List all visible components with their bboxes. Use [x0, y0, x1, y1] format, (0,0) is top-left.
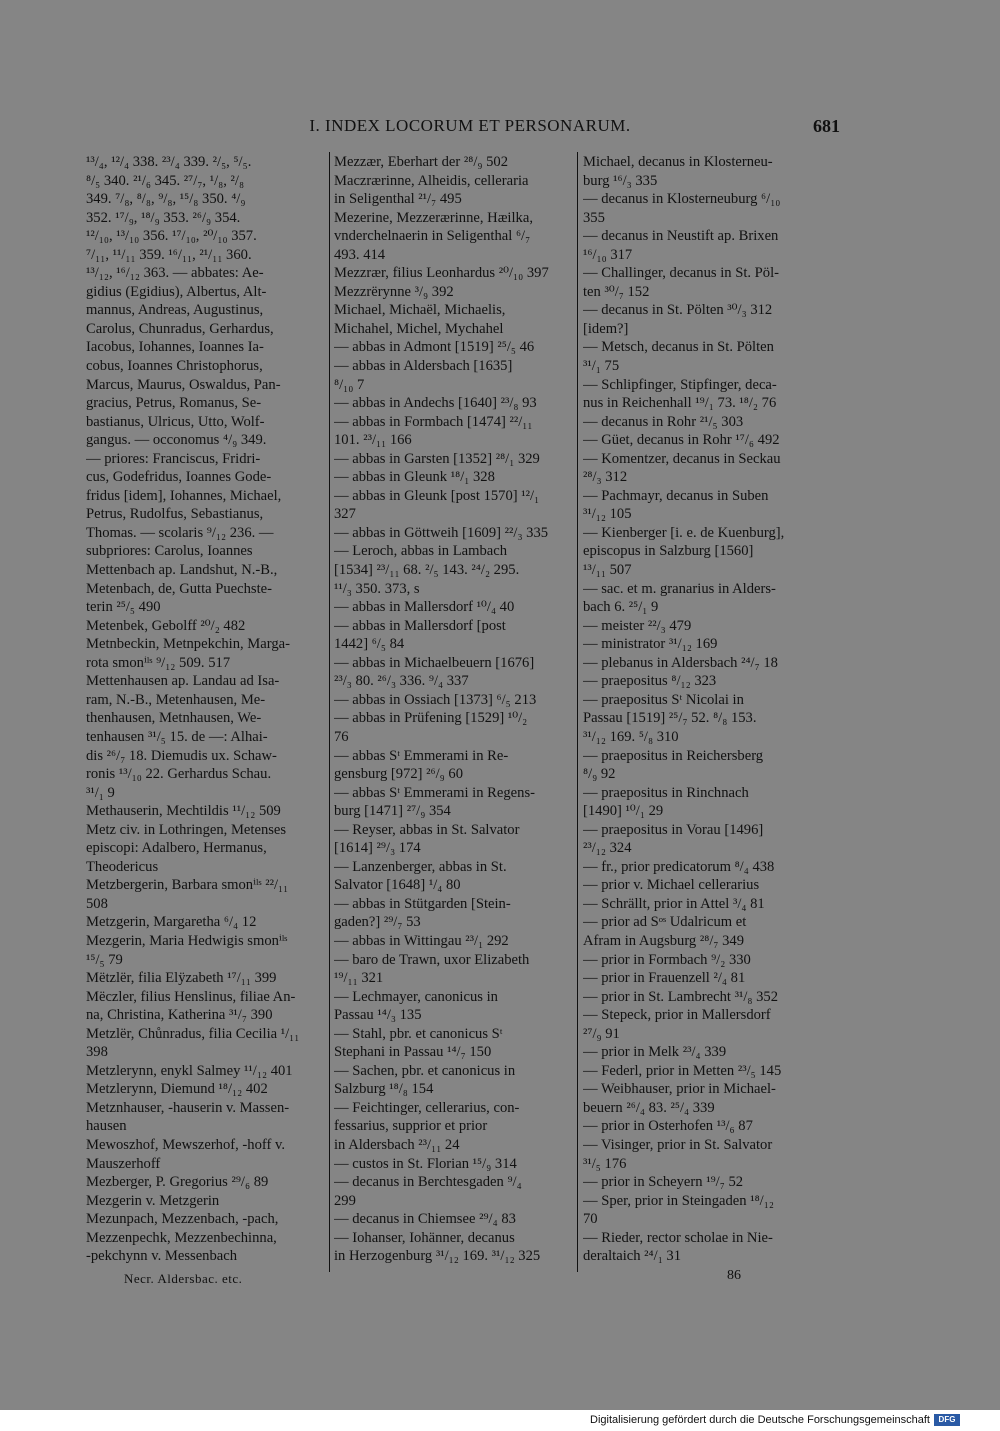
index-line: ram, N.-B., Metenhausen, Me- [86, 691, 266, 708]
index-line: thenhausen, Metnhausen, We- [86, 710, 262, 727]
dfg-logo: DFG [934, 1414, 960, 1426]
index-line: Metzlër, Chůnradus, filia Cecilia ¹/₁₁ [86, 1025, 300, 1042]
index-line: — abbas in Göttweih [1609] ²²/₃ 335 [334, 524, 549, 541]
index-line: — decanus in Neustift ap. Brixen [583, 228, 779, 245]
index-line: — abbas in Formbach [1474] ²²/₁₁ [334, 413, 533, 430]
index-line: — prior in Osterhofen ¹³/₆ 87 [583, 1118, 753, 1135]
index-line: Theodericus [86, 858, 159, 875]
index-line: 398 [86, 1044, 108, 1061]
index-line: — abbas in Mallersdorf ¹⁰/₄ 40 [334, 599, 515, 616]
index-line: ²³/₁₂ 324 [583, 840, 632, 857]
index-line: — ministrator ³¹/₁₂ 169 [583, 636, 718, 653]
index-line: Maczrærinne, Alheidis, celleraria [334, 172, 529, 189]
index-line: Mezzrær, filius Leonhardus ²⁰/₁₀ 397 [334, 265, 549, 282]
index-line: 299 [334, 1192, 356, 1209]
index-column-1 [86, 153, 323, 1266]
index-line: in Seligenthal ²¹/₇ 495 [334, 191, 462, 208]
funding-text: Digitalisierung gefördert durch die Deutsche Forschungsgemeinschaft [590, 1414, 930, 1426]
index-line: Thomas. — scolaris ⁹/₁₂ 236. — [86, 524, 274, 541]
index-line: Mettenhausen ap. Landau ad Isa- [86, 673, 280, 690]
index-line: fessarius, supprior et prior [334, 1118, 488, 1135]
index-line: — Stahl, pbr. et canonicus Sᵗ [334, 1025, 503, 1042]
index-line: — praepositus in Rinchnach [583, 784, 749, 801]
index-line: — sac. et m. granarius in Alders- [583, 580, 776, 597]
index-line: — Schrällt, prior in Attel ³/₄ 81 [583, 895, 765, 912]
index-line: ¹²/₁₀, ¹³/₁₀ 356. ¹⁷/₁₀, ²⁰/₁₀ 357. [86, 228, 257, 245]
index-column-3 [583, 153, 821, 1266]
index-line: ⁸/₉ 92 [583, 766, 616, 783]
index-line: [1614] ²⁹/₃ 174 [334, 840, 421, 857]
index-line: — decanus in Klosterneuburg ⁶/₁₀ [583, 191, 781, 208]
footer-note: Necr. Aldersbac. etc. [124, 1271, 243, 1286]
index-line: — Challinger, decanus in St. Pöl- [583, 265, 780, 282]
index-line: Marcus, Maurus, Oswaldus, Pan- [86, 376, 281, 393]
index-line: ¹¹/₃ 350. 373, s [334, 580, 420, 597]
index-line: burg ¹⁶/₃ 335 [583, 172, 658, 189]
index-line: Mezunpach, Mezzenbach, -pach, [86, 1211, 279, 1228]
index-line: fridus [idem], Iohannes, Michael, [86, 487, 282, 504]
index-line: — Federl, prior in Metten ²³/₅ 145 [583, 1062, 782, 1079]
index-line: Metz civ. in Lothringen, Metenses [86, 821, 287, 838]
index-line: — Feichtinger, cellerarius, con- [334, 1099, 520, 1116]
funding-note [590, 1414, 960, 1426]
index-line: vnderchelnaerin in Seligenthal ⁶/₇ [334, 228, 531, 245]
index-line: — plebanus in Aldersbach ²⁴/₇ 18 [583, 654, 778, 671]
index-line: cobus, Ioannes Christophorus, [86, 358, 263, 375]
index-line: — abbas in Prüfening [1529] ¹⁰/₂ [334, 710, 528, 727]
index-line: Mewoszhof, Mewszerhof, -hoff v. [86, 1136, 285, 1153]
index-line: nus in Reichenhall ¹⁹/₁ 73. ¹⁸/₂ 76 [583, 395, 777, 412]
index-line: Michael, decanus in Klosterneu- [583, 154, 773, 170]
index-line: — Visinger, prior in St. Salvator [583, 1136, 773, 1153]
index-line: ²³/₃ 80. ²⁶/₃ 336. ⁹/₄ 337 [334, 673, 469, 690]
index-line: bach 6. ²⁵/₁ 9 [583, 599, 659, 616]
index-line: 327 [334, 506, 356, 523]
index-line: Mettenbach ap. Landshut, N.-B., [86, 562, 278, 579]
index-line: ²⁷/₉ 91 [583, 1025, 620, 1042]
index-line: gracius, Petrus, Romanus, Se- [86, 395, 262, 412]
index-line: — priores: Franciscus, Fridri- [86, 450, 261, 467]
index-line: Metzgerin, Margaretha ⁶/₄ 12 [86, 914, 257, 931]
index-line: — abbas Sᵗ Emmerami in Regens- [334, 784, 535, 801]
index-line: 1442] ⁶/₅ 84 [334, 636, 405, 653]
index-line: Passau [1519] ²⁵/₇ 52. ⁸/₈ 153. [583, 710, 757, 727]
index-line: — Schlipfinger, Stipfinger, deca- [583, 376, 777, 393]
running-title: I. INDEX LOCORUM ET PERSONARUM. [309, 116, 631, 135]
index-line: — Stepeck, prior in Mallersdorf [583, 1007, 771, 1024]
index-line: — prior in St. Lambrecht ³¹/₈ 352 [583, 988, 779, 1005]
index-line: — Lanzenberger, abbas in St. [334, 858, 507, 875]
index-line: ¹³/₁₂, ¹⁶/₁₂ 363. — abbates: Ae- [86, 265, 264, 282]
index-line: Mezzrërynne ³/₉ 392 [334, 283, 454, 300]
index-line: gaden?] ²⁹/₇ 53 [334, 914, 421, 931]
index-line: ¹⁵/₅ 79 [86, 951, 123, 968]
index-line: — meister ²²/₃ 479 [583, 617, 692, 634]
index-line: mannus, Andreas, Augustinus, [86, 302, 264, 319]
index-line: ¹⁶/₁₀ 317 [583, 246, 633, 263]
index-line: 355 [583, 209, 605, 226]
index-line: — abbas in Gleunk ¹⁸/₁ 328 [334, 469, 495, 486]
index-line: Michahel, Michel, Mychahel [334, 320, 504, 337]
index-line: — Komentzer, decanus in Seckau [583, 450, 781, 467]
index-line: — Sper, prior in Steingaden ¹⁸/₁₂ [583, 1192, 774, 1209]
index-line: gangus. — occonomus ⁴/₉ 349. [86, 432, 267, 449]
index-line: 76 [334, 728, 349, 745]
index-line: subpriores: Carolus, Ioannes [86, 543, 253, 560]
column-rule [329, 152, 330, 1272]
index-line: — praepositus in Reichersberg [583, 747, 764, 764]
index-line: episcopi: Adalbero, Hermanus, [86, 840, 267, 857]
index-line: Michael, Michaël, Michaelis, [334, 302, 506, 319]
index-line: — prior in Melk ²³/₄ 339 [583, 1044, 727, 1061]
index-line: Mezberger, P. Gregorius ²⁹/₆ 89 [86, 1174, 269, 1191]
index-line: — decanus in Berchtesgaden ⁹/₄ [334, 1174, 522, 1191]
index-line: Mezerine, Mezzerærinne, Hæilka, [334, 209, 533, 226]
index-line: ³¹/₁ 9 [86, 784, 115, 801]
index-line: Passau ¹⁴/₃ 135 [334, 1007, 422, 1024]
index-line: — Kienberger [i. e. de Kuenburg], [583, 524, 785, 541]
index-line: Metzlerynn, enykl Salmey ¹¹/₁₂ 401 [86, 1062, 293, 1079]
index-line: ⁸/₁₀ 7 [334, 376, 365, 393]
index-line: — praepositus in Vorau [1496] [583, 821, 764, 838]
index-line: — Rieder, rector scholae in Nie- [583, 1229, 773, 1246]
index-line: terin ²⁵/₅ 490 [86, 599, 161, 616]
index-line: — abbas in Aldersbach [1635] [334, 358, 513, 375]
index-line: 493. 414 [334, 246, 386, 263]
index-line: — baro de Trawn, uxor Elizabeth [334, 951, 530, 968]
signature-mark: 86 [727, 1268, 741, 1283]
index-line: — prior v. Michael cellerarius [583, 877, 760, 894]
index-line: — decanus in Chiemsee ²⁹/₄ 83 [334, 1211, 516, 1228]
index-line: Mezgerin, Maria Hedwigis smonⁱˡˢ [86, 932, 288, 949]
index-line: Petrus, Rudolfus, Sebastianus, [86, 506, 264, 523]
index-line: Metzbergerin, Barbara smonⁱˡˢ ²²/₁₁ [86, 877, 289, 894]
index-line: hausen [86, 1118, 127, 1135]
index-line: tenhausen ³¹/₅ 15. de —: Alhai- [86, 728, 268, 745]
index-line: ²⁸/₃ 312 [583, 469, 628, 486]
index-line: Mëtzlër, filia Elÿzabeth ¹⁷/₁₁ 399 [86, 970, 277, 987]
index-line: burg [1471] ²⁷/₉ 354 [334, 803, 451, 820]
index-line: — abbas in Stütgarden [Stein- [334, 895, 511, 912]
index-line: ³¹/₁₂ 169. ⁵/₈ 310 [583, 728, 679, 745]
index-line: — custos in St. Florian ¹⁵/₉ 314 [334, 1155, 517, 1172]
index-column-2 [334, 153, 572, 1266]
page-number: 681 [813, 116, 840, 136]
index-line: — abbas in Garsten [1352] ²⁸/₁ 329 [334, 450, 540, 467]
index-line: 349. ⁷/₈, ⁸/₈, ⁹/₈, ¹⁵/₈ 350. ⁴/₉ [86, 191, 246, 208]
index-line: ³¹/₅ 176 [583, 1155, 627, 1172]
index-line: — Güet, decanus in Rohr ¹⁷/₆ 492 [583, 432, 780, 449]
index-line: bastianus, Ulricus, Utto, Wolf- [86, 413, 265, 430]
index-line: Metenbach, de, Gutta Puechste- [86, 580, 273, 597]
index-line: Metznhauser, -hauserin v. Massen- [86, 1099, 290, 1116]
index-line: — praepositus ⁸/₁₂ 323 [583, 673, 717, 690]
index-line: — Reyser, abbas in St. Salvator [334, 821, 520, 838]
index-line: Salvator [1648] ¹/₄ 80 [334, 877, 461, 894]
index-line: Carolus, Chunradus, Gerhardus, [86, 320, 274, 337]
column-rule [577, 152, 578, 1272]
index-line: — praepositus Sᵗ Nicolai in [583, 691, 744, 708]
index-line: Iacobus, Iohannes, Ioannes Ia- [86, 339, 264, 356]
index-line: na, Christina, Katherina ³¹/₇ 390 [86, 1007, 273, 1024]
index-line: — Weibhauser, prior in Michael- [583, 1081, 776, 1098]
index-line: Mezzær, Eberhart der ²⁸/₉ 502 [334, 154, 509, 170]
index-line: — abbas in Ossiach [1373] ⁶/₅ 213 [334, 691, 537, 708]
index-line: — decanus in St. Pölten ³⁰/₃ 312 [583, 302, 773, 319]
index-line: 508 [86, 895, 108, 912]
index-line: ⁷/₁₁, ¹¹/₁₁ 359. ¹⁶/₁₁, ²¹/₁₁ 360. [86, 246, 252, 263]
index-line: — abbas in Admont [1519] ²⁵/₅ 46 [334, 339, 535, 356]
index-line: Mezgerin v. Metzgerin [86, 1192, 220, 1209]
index-line: episcopus in Salzburg [1560] [583, 543, 754, 560]
index-line: Metnbeckin, Metnpekchin, Marga- [86, 636, 290, 653]
index-line: Salzburg ¹⁸/₈ 154 [334, 1081, 434, 1098]
index-line: — fr., prior predicatorum ⁸/₄ 438 [583, 858, 775, 875]
index-line: ¹³/₁₁ 507 [583, 562, 632, 579]
index-line: — Iohanser, Iohänner, decanus [334, 1229, 515, 1246]
index-line: 101. ²³/₁₁ 166 [334, 432, 412, 449]
index-line: ¹⁹/₁₁ 321 [334, 970, 384, 987]
index-line: 70 [583, 1211, 598, 1228]
index-line: [1490] ¹⁰/₁ 29 [583, 803, 664, 820]
index-line: 352. ¹⁷/₉, ¹⁸/₉ 353. ²⁶/₉ 354. [86, 209, 241, 226]
index-line: ten ³⁰/₇ 152 [583, 283, 650, 300]
index-line: gensburg [972] ²⁶/₉ 60 [334, 766, 463, 783]
index-line: ronis ¹³/₁₀ 22. Gerhardus Schau. [86, 766, 272, 783]
index-line: ³¹/₁ 75 [583, 358, 620, 375]
index-line: rota smonⁱˡˢ ⁹/₁₂ 509. 517 [86, 654, 231, 671]
index-line: cus, Godefridus, Ioannes Gode- [86, 469, 272, 486]
index-line: ³¹/₁₂ 105 [583, 506, 632, 523]
index-line: deraltaich ²⁴/₁ 31 [583, 1248, 682, 1265]
index-line: beuern ²⁶/₄ 83. ²⁵/₄ 339 [583, 1099, 715, 1116]
index-line: — prior in Formbach ⁹/₂ 330 [583, 951, 751, 968]
index-line: — Sachen, pbr. et canonicus in [334, 1062, 516, 1079]
index-line: — Leroch, abbas in Lambach [334, 543, 508, 560]
index-line: gidius (Egidius), Albertus, Alt- [86, 283, 267, 300]
index-line: — abbas in Michaelbeuern [1676] [334, 654, 535, 671]
index-line: -pekchynn v. Messenbach [86, 1248, 238, 1265]
index-line: Mauszerhoff [86, 1155, 161, 1172]
index-line: — prior in Frauenzell ²/₄ 81 [583, 970, 746, 987]
index-line: — prior in Scheyern ¹⁹/₇ 52 [583, 1174, 744, 1191]
index-line: Metzlerynn, Diemund ¹⁸/₁₂ 402 [86, 1081, 268, 1098]
index-line: Metenbek, Gebolff ²⁰/₂ 482 [86, 617, 246, 634]
index-line: — Lechmayer, canonicus in [334, 988, 498, 1005]
index-line: ¹³/₄, ¹²/₄ 338. ²³/₄ 339. ²/₅, ⁵/₅. [86, 154, 252, 170]
index-line: [idem?] [583, 320, 629, 337]
index-line: Stephani in Passau ¹⁴/₇ 150 [334, 1044, 492, 1061]
index-line: — prior ad Sᵒˢ Udalricum et [583, 914, 747, 931]
index-line: dis ²⁶/₇ 18. Diemudis ux. Schaw- [86, 747, 277, 764]
index-line: Afram in Augsburg ²⁸/₇ 349 [583, 932, 745, 949]
index-line: [1534] ²³/₁₁ 68. ²/₅ 143. ²⁴/₂ 295. [334, 562, 520, 579]
index-line: Mëczler, filius Henslinus, filiae An- [86, 988, 296, 1005]
index-line: in Aldersbach ²³/₁₁ 24 [334, 1136, 460, 1153]
index-line: in Herzogenburg ³¹/₁₂ 169. ³¹/₁₂ 325 [334, 1248, 541, 1265]
index-line: — decanus in Rohr ²¹/₅ 303 [583, 413, 744, 430]
index-line: — abbas in Gleunk [post 1570] ¹²/₁ [334, 487, 540, 504]
index-line: — abbas in Andechs [1640] ²³/₈ 93 [334, 395, 537, 412]
index-line: Mezzenpechk, Mezzenbechinna, [86, 1229, 277, 1246]
index-line: — abbas Sᵗ Emmerami in Re- [334, 747, 509, 764]
index-line: — Metsch, decanus in St. Pölten [583, 339, 774, 356]
index-line: — Pachmayr, decanus in Suben [583, 487, 769, 504]
index-line: ⁸/₅ 340. ²¹/₆ 345. ²⁷/₇, ¹/₈, ²/₈ [86, 172, 245, 189]
index-line: — abbas in Mallersdorf [post [334, 617, 506, 634]
index-line: — abbas in Wittingau ²³/₁ 292 [334, 932, 509, 949]
index-line: Methauserin, Mechtildis ¹¹/₁₂ 509 [86, 803, 281, 820]
